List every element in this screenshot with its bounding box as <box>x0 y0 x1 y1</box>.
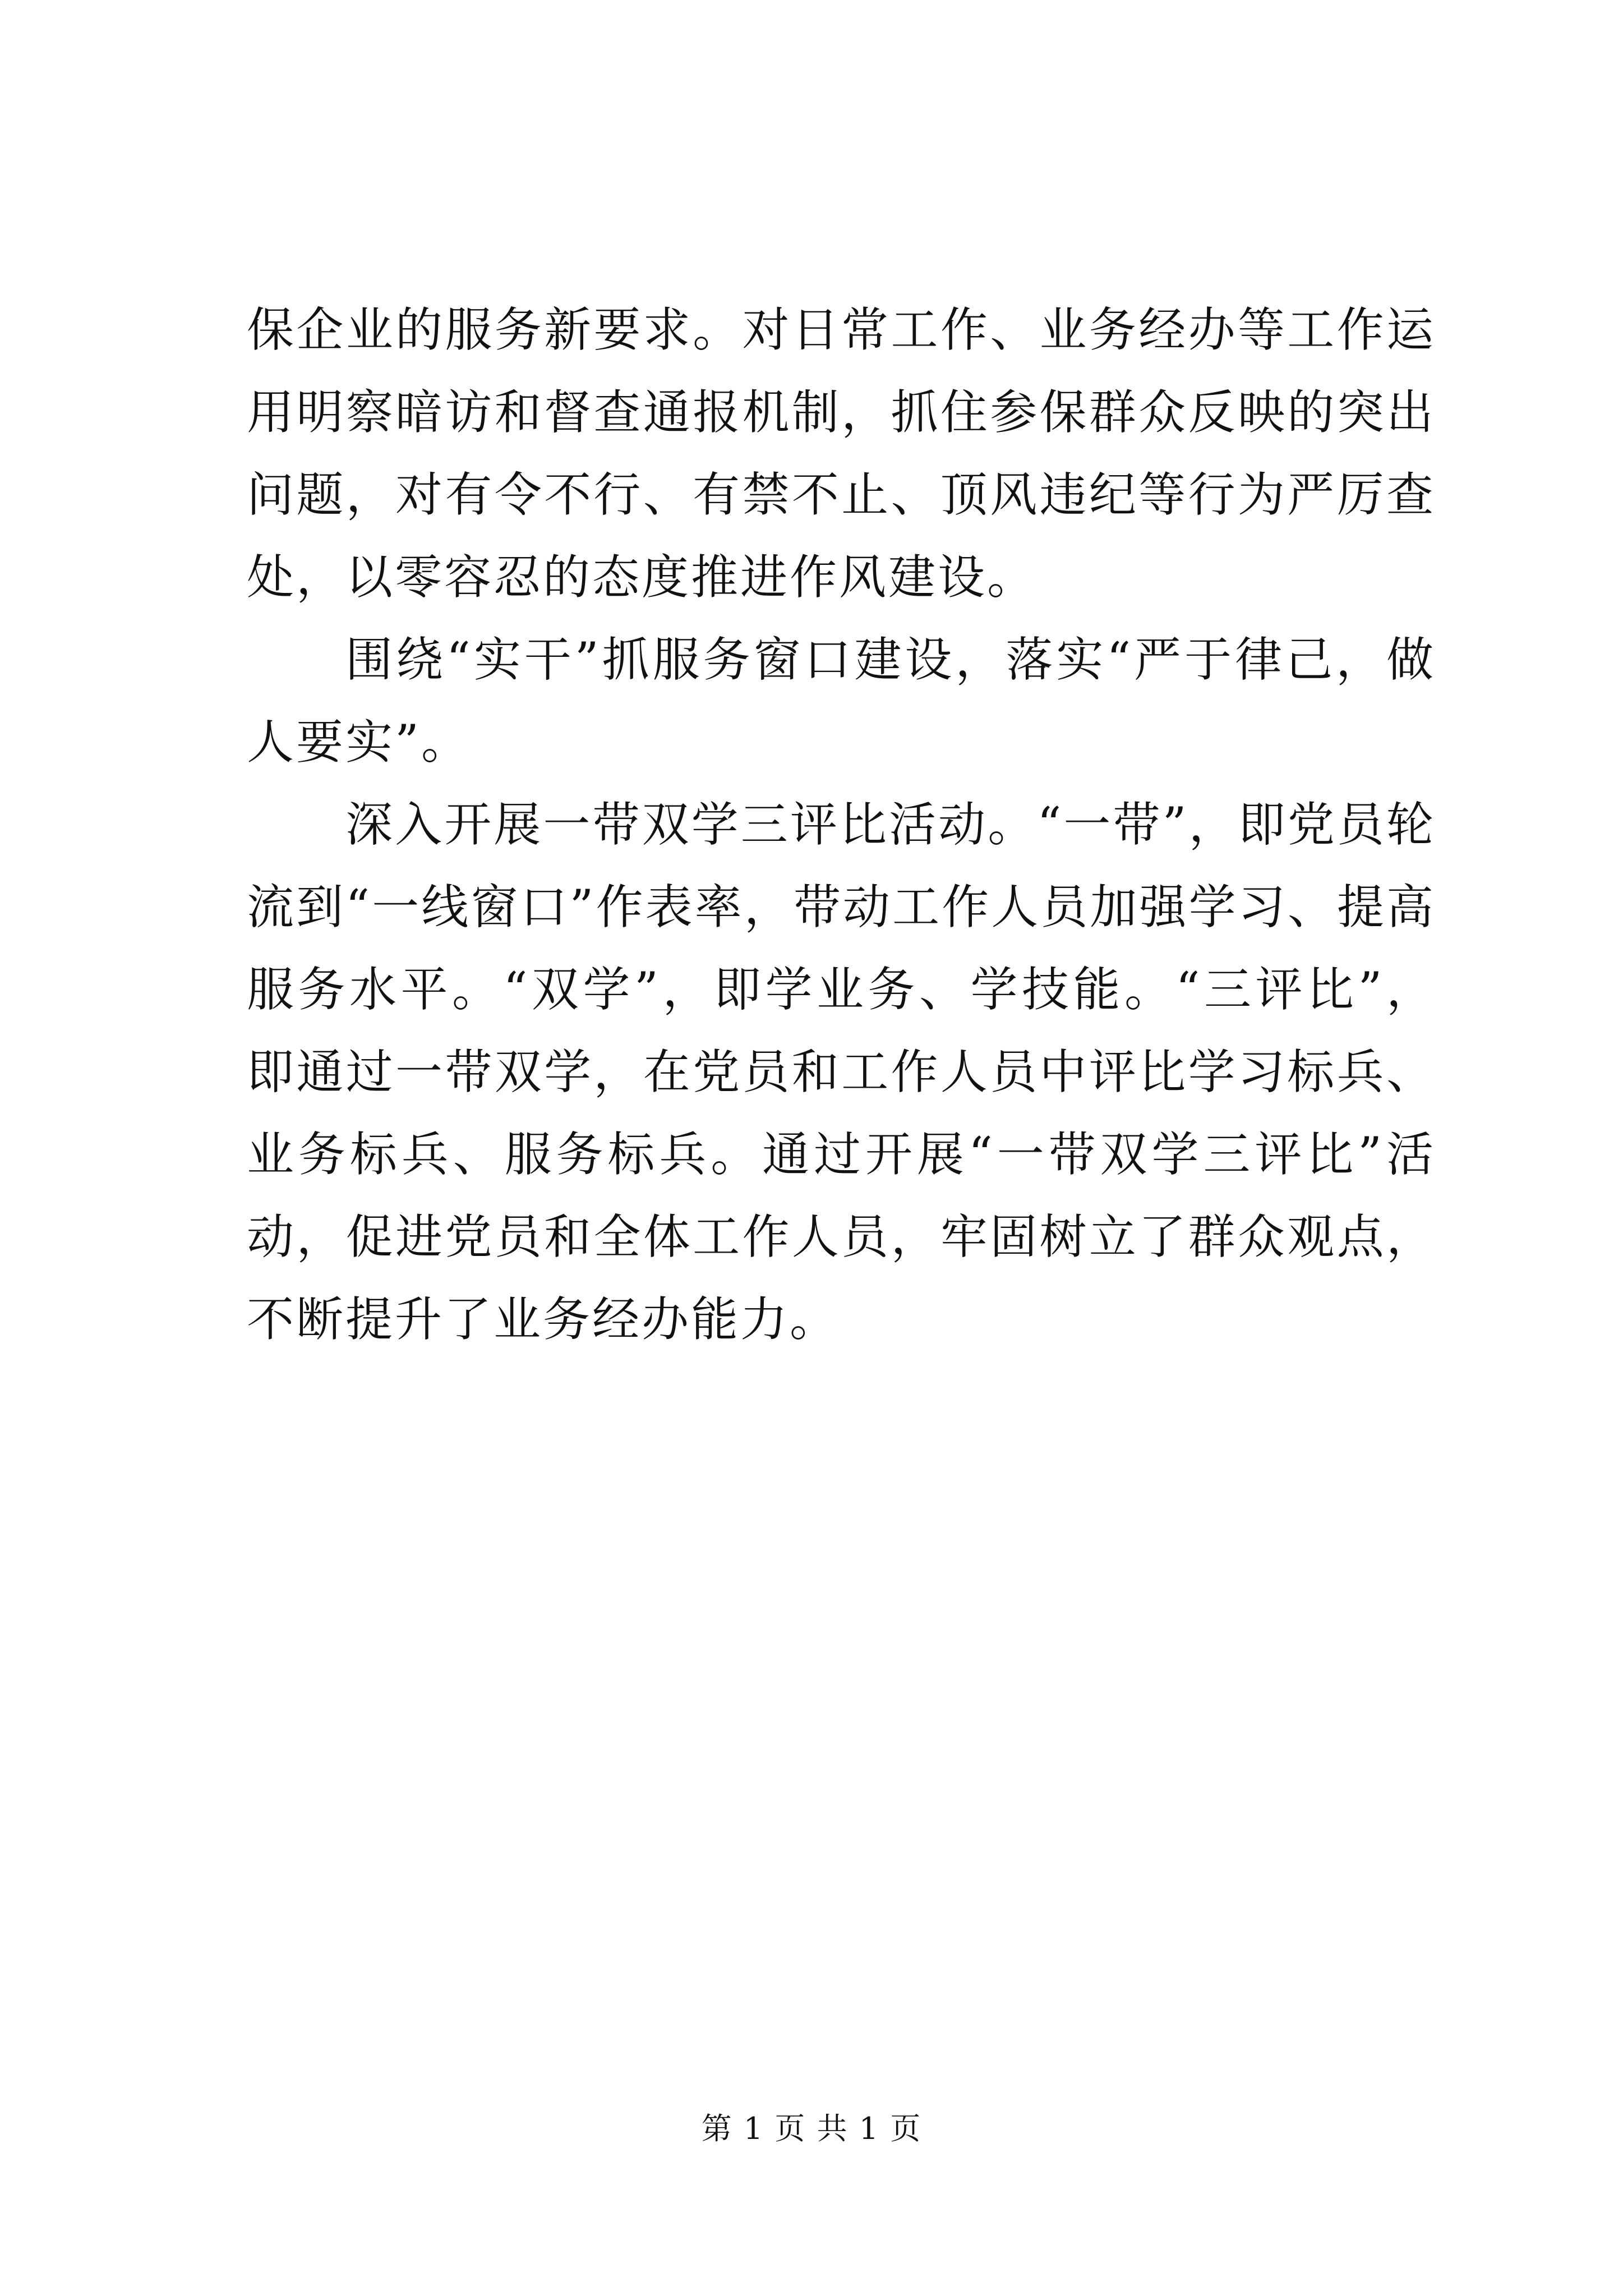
paragraph-1: 保企业的服务新要求。对日常工作、业务经办等工作运用明察暗访和督查通报机制，抓住参保群众反映的突出问题，对有令不行、有禁不止、顶风违纪等行为严厉查处，以零容忍的态度推进作风建设。 <box>247 302 1436 605</box>
page-footer: 第 1 页 共 1 页 <box>701 2111 922 2146</box>
document-body <box>247 289 1436 1361</box>
paragraph-3: 深入开展一带双学三评比活动。“一带”，即党员轮流到“一线窗口”作表率，带动工作人员加强学习、提高服务水平。“双学”，即学业务、学技能。“三评比”，即通过一带双学，在党员和工作人员中评比学习标兵、业务标兵、服务标兵。通过开展“一带双学三评比”活动，促进党员和全体工作人员，牢固树立了群众观点，不断提升了业务经办能力。 <box>247 797 1436 1347</box>
paragraph-2: 围绕“实干”抓服务窗口建设，落实“严于律己，做人要实”。 <box>247 632 1436 770</box>
